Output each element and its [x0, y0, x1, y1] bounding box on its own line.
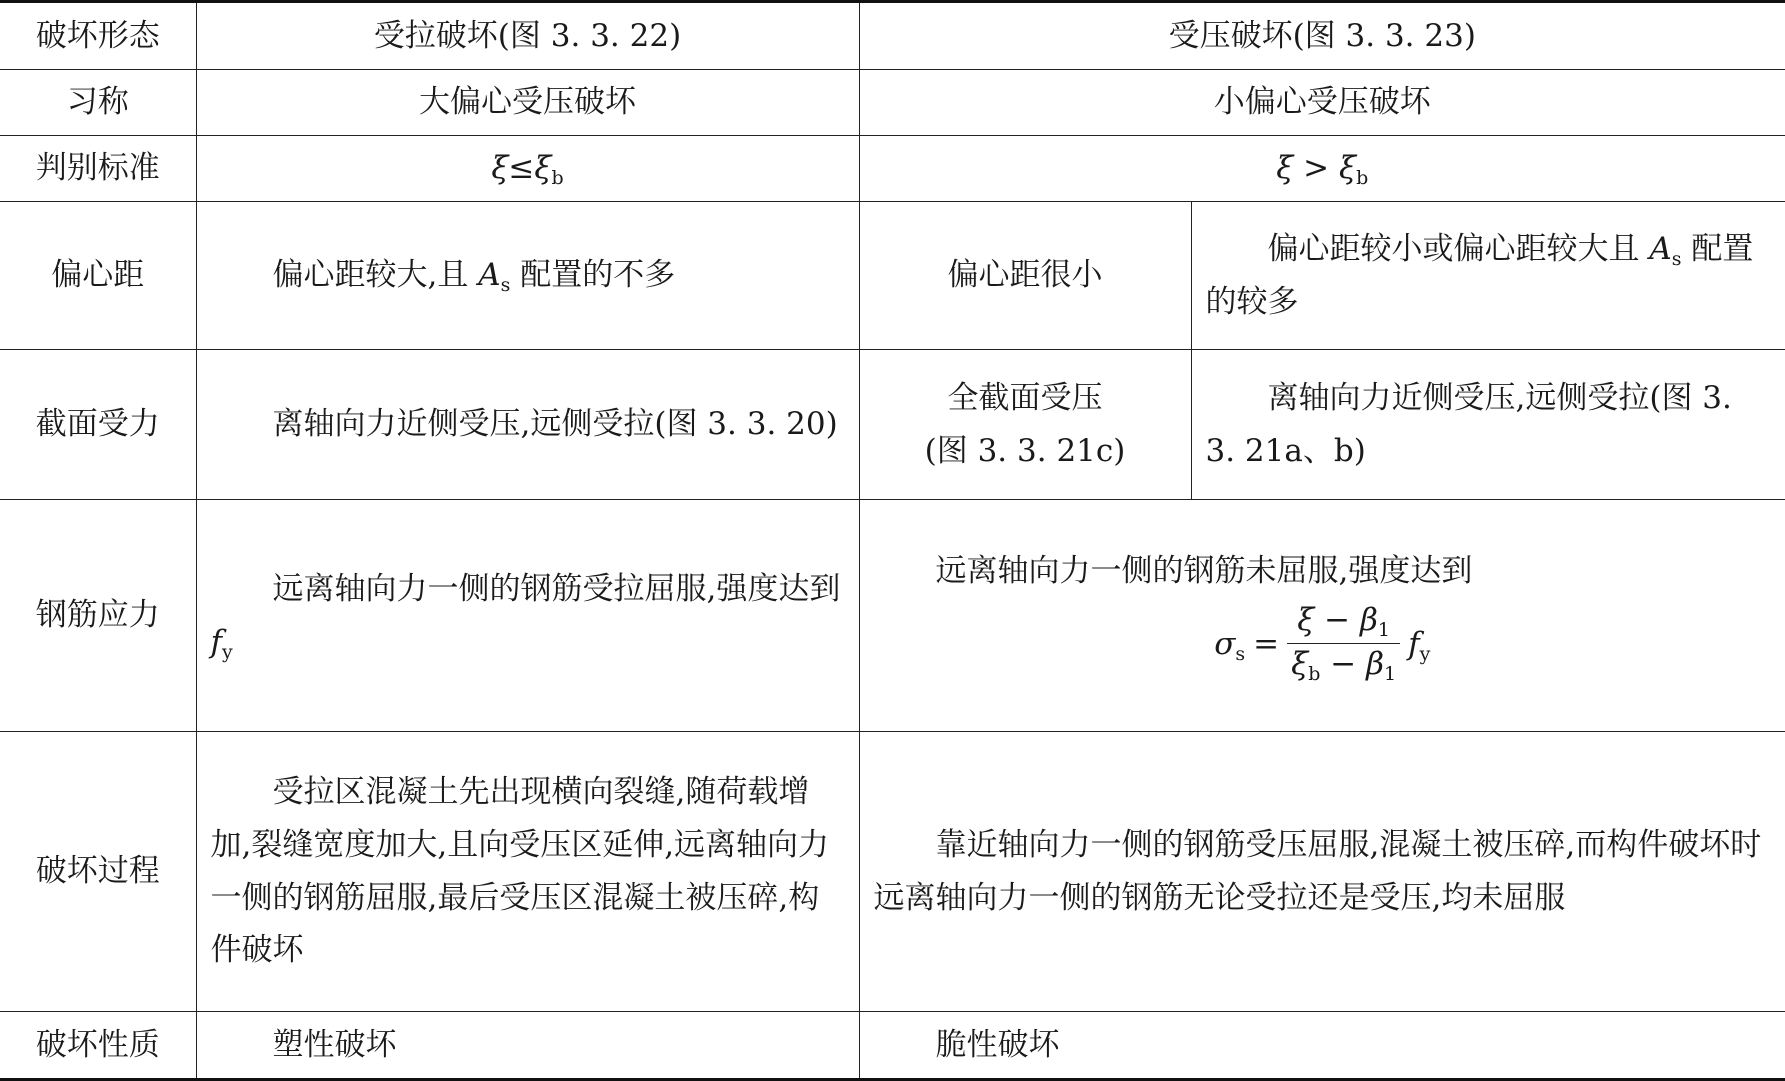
eccentricity-compression-small: 偏心距很小 — [859, 202, 1191, 350]
header-label: 破坏形态 — [0, 2, 196, 70]
numerator-minus: − — [1324, 601, 1351, 638]
eccentricity-compression-text: 偏心距较小或偏心距较大且 — [1267, 230, 1650, 267]
tension-failure-header: 受拉破坏(图 3. 3. 22) — [196, 2, 859, 70]
denominator-xi-subscript: b — [1308, 663, 1321, 686]
formula-fraction — [1287, 602, 1400, 687]
common-name-compression: 小偏心受压破坏 — [859, 70, 1785, 136]
criterion-compression-subscript: b — [1356, 167, 1369, 190]
criterion-tension-subscript: b — [551, 167, 564, 190]
common-name-tension: 大偏心受压破坏 — [196, 70, 859, 136]
formula-numerator — [1293, 602, 1394, 644]
denominator-xi: ξ — [1291, 646, 1309, 683]
common-name-label: 习称 — [0, 70, 196, 136]
eccentricity-tension-subscript: s — [500, 274, 511, 297]
denominator-minus: − — [1330, 646, 1357, 683]
failure-process-label: 破坏过程 — [0, 732, 196, 1012]
rebar-stress-tension-subscript: y — [221, 640, 233, 663]
stress-formula — [1214, 602, 1430, 687]
criterion-tension — [196, 136, 859, 202]
eccentricity-tension-symbol: A — [478, 257, 501, 294]
formula-lhs — [1214, 618, 1245, 671]
numerator-beta: β — [1359, 601, 1378, 638]
numerator-beta-subscript: 1 — [1377, 618, 1390, 641]
eccentricity-compression-large — [1191, 202, 1785, 350]
rebar-stress-compression-text: 远离轴向力一侧的钢筋未屈服,强度达到 — [935, 552, 1473, 589]
criterion-tension-expression: ξ≤ξ — [491, 150, 552, 187]
section-force-tension: 离轴向力近侧受压,远侧受拉(图 3. 3. 20) — [196, 350, 859, 500]
eccentricity-compression-symbol: A — [1649, 230, 1672, 267]
row-eccentricity — [0, 202, 1785, 350]
eccentricity-tension — [196, 202, 859, 350]
row-failure-mode — [0, 2, 1785, 70]
denominator-beta: β — [1366, 646, 1384, 683]
criterion-compression — [859, 136, 1785, 202]
rebar-stress-compression — [859, 500, 1785, 732]
row-common-name — [0, 70, 1785, 136]
compression-failure-header: 受压破坏(图 3. 3. 23) — [859, 2, 1785, 70]
formula-lhs-symbol: σ — [1214, 625, 1236, 662]
formula-rhs-subscript: y — [1419, 642, 1431, 665]
formula-denominator — [1287, 643, 1400, 686]
row-criterion — [0, 136, 1785, 202]
section-force-compression-partial: 离轴向力近侧受压,远侧受拉(图 3. 3. 21a、b) — [1191, 350, 1785, 500]
eccentricity-tension-text: 偏心距较大,且 — [272, 257, 479, 294]
denominator-beta-subscript: 1 — [1384, 663, 1397, 686]
failure-nature-label: 破坏性质 — [0, 1012, 196, 1080]
formula-equals: = — [1253, 625, 1280, 662]
rebar-stress-tension — [196, 500, 859, 732]
eccentricity-compression-subscript: s — [1671, 247, 1682, 270]
row-failure-process — [0, 732, 1785, 1012]
formula-rhs-symbol: f — [1408, 625, 1420, 662]
eccentricity-compression-text-end: 配置的较多 — [1205, 230, 1754, 320]
formula-lhs-subscript: s — [1235, 642, 1246, 665]
section-force-full-line1: 全截面受压 — [947, 379, 1103, 416]
row-failure-nature — [0, 1012, 1785, 1080]
rebar-stress-label: 钢筋应力 — [0, 500, 196, 732]
row-rebar-stress — [0, 500, 1785, 732]
criterion-compression-expression: ξ > ξ — [1276, 150, 1357, 187]
eccentricity-tension-text-end: 配置的不多 — [510, 257, 676, 294]
rebar-stress-tension-symbol: f — [210, 623, 222, 660]
failure-process-compression: 靠近轴向力一侧的钢筋受压屈服,混凝土被压碎,而构件破坏时远离轴向力一侧的钢筋无论受拉还是受压,均未屈服 — [859, 732, 1785, 1012]
failure-nature-compression: 脆性破坏 — [859, 1012, 1785, 1080]
rebar-stress-tension-text: 远离轴向力一侧的钢筋受拉屈服,强度达到 — [272, 570, 841, 607]
failure-nature-tension: 塑性破坏 — [196, 1012, 859, 1080]
stress-formula-line — [874, 602, 1772, 687]
row-section-force — [0, 350, 1785, 500]
formula-rhs — [1408, 618, 1430, 671]
section-force-label: 截面受力 — [0, 350, 196, 500]
failure-process-tension: 受拉区混凝土先出现横向裂缝,随荷载增加,裂缝宽度加大,且向受压区延伸,远离轴向力一侧的钢筋屈服,最后受压区混凝土被压碎,构件破坏 — [196, 732, 859, 1012]
criterion-label: 判别标准 — [0, 136, 196, 202]
eccentricity-label: 偏心距 — [0, 202, 196, 350]
numerator-xi: ξ — [1297, 601, 1315, 638]
section-force-compression-full — [859, 350, 1191, 500]
section-force-full-line2: (图 3. 3. 21c) — [924, 432, 1126, 469]
